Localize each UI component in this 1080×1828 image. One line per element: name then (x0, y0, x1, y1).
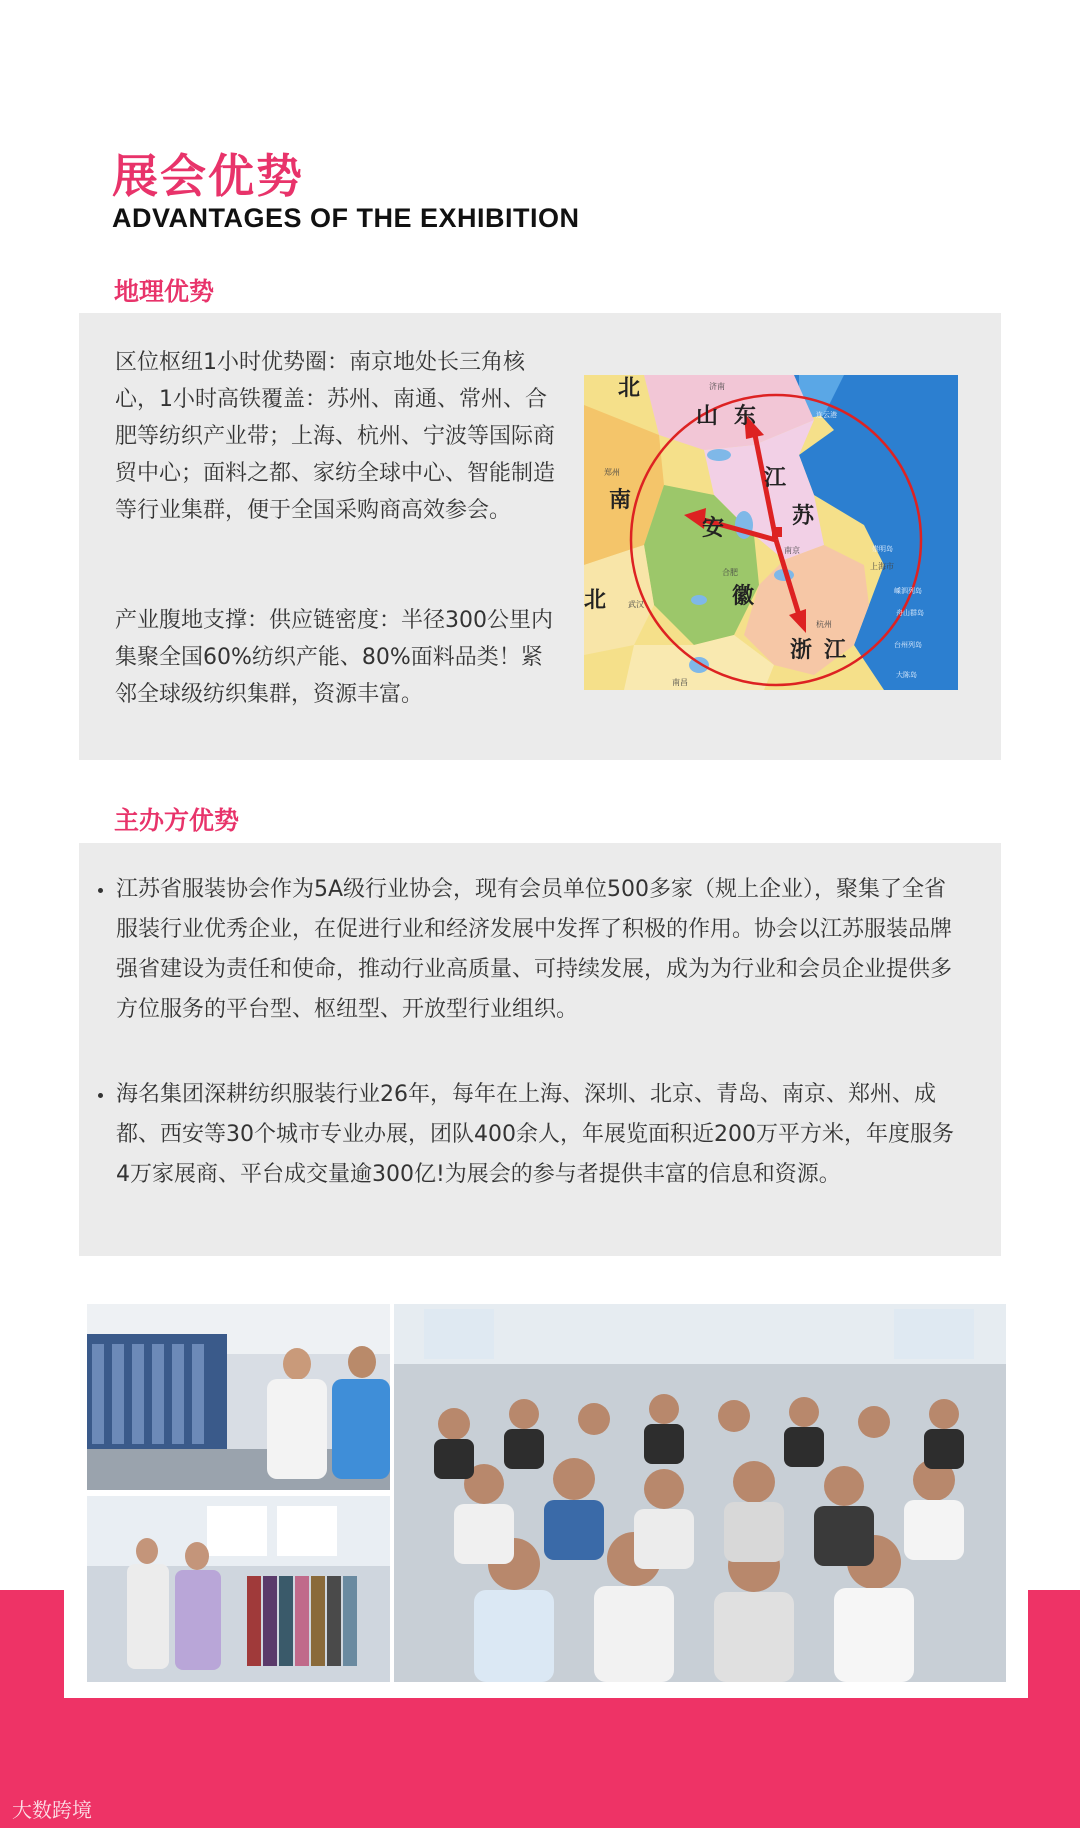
map-city-label: 南昌 (672, 678, 688, 687)
map-city-label: 郑州 (604, 468, 620, 477)
photo-garment-booth (87, 1496, 390, 1682)
bullet-text: 江苏省服装协会作为5A级行业协会，现有会员单位500多家（规上企业），聚集了全省服装行业优秀企业，在促进行业和经济发展中发挥了积极的作用。协会以江苏服装品牌强省建设为责任和使命，推动行业高质量、可持续发展，成为为行业和会员企业提供多方位服务的平台型、枢纽型、开放型行业组织。 (116, 877, 953, 1022)
map-province-label: 山 (696, 404, 719, 429)
map-city-label: 杭州 (816, 620, 832, 629)
watermark: 大数跨境 (12, 1798, 92, 1822)
page-title-en: ADVANTAGES OF THE EXHIBITION (112, 203, 580, 233)
section-title-organizer: 主办方优势 (114, 806, 240, 835)
map-province-label: 苏 (792, 504, 815, 529)
photo-fabric-booth (87, 1304, 390, 1490)
map-city-label: 舟山群岛 (896, 609, 924, 617)
section-title-geo: 地理优势 (114, 277, 215, 306)
bullet-dot (98, 1093, 103, 1098)
geo-paragraph-2: 产业腹地支撑：供应链密度：半径300公里内集聚全国60%纺织产能、80%面料品类！紧邻全球级纺织集群，资源丰富。 (115, 608, 553, 707)
page-title-cn: 展会优势 (112, 149, 304, 203)
map-province-label: 江 (764, 466, 787, 491)
map-city-label: 台州列岛 (894, 641, 922, 649)
map-city-label: 合肥 (722, 568, 738, 577)
bullet-dot (98, 888, 103, 893)
organizer-bullet-1 (98, 870, 958, 1035)
map-province-label: 南 (609, 488, 632, 513)
map-city-label: 大陈岛 (896, 671, 917, 679)
map-city-label: 崇明岛 (872, 545, 893, 553)
map-province-label: 安 (702, 516, 725, 541)
map-city-label: 济南 (709, 382, 725, 391)
map-province-label: 浙 (790, 638, 813, 663)
map-city-label: 南京 (784, 546, 800, 555)
organizer-bullet-2 (98, 1075, 958, 1240)
photo-crowd (394, 1304, 1006, 1682)
map-province-label: 东 (734, 404, 757, 429)
map-city-label: 武汉 (628, 600, 644, 609)
map-province-label: 北 (584, 588, 607, 613)
map-city-label: 上海市 (870, 562, 894, 571)
map-province-label: 北 (618, 376, 641, 401)
region-map (584, 375, 958, 690)
geo-paragraph-1: 区位枢纽1小时优势圈：南京地处长三角核心，1小时高铁覆盖：苏州、南通、常州、合肥等纺织产业带；上海、杭州、宁波等国际商贸中心；面料之都、家纺全球中心、智能制造等行业集群，便于全国采购商高效参会。 (115, 350, 556, 523)
map-province-label: 江 (824, 638, 847, 663)
bullet-text: 海名集团深耕纺织服装行业26年，每年在上海、深圳、北京、青岛、南京、郑州、成都、西安等30个城市专业办展，团队400余人，年展览面积近200万平方米，年度服务4万家展商、平台成交量逾300亿!为展会的参与者提供丰富的信息和资源。 (116, 1082, 954, 1187)
map-city-label: 连云港 (816, 411, 837, 419)
map-province-label: 徽 (732, 584, 755, 609)
map-city-label: 嵊泗列岛 (894, 587, 922, 595)
